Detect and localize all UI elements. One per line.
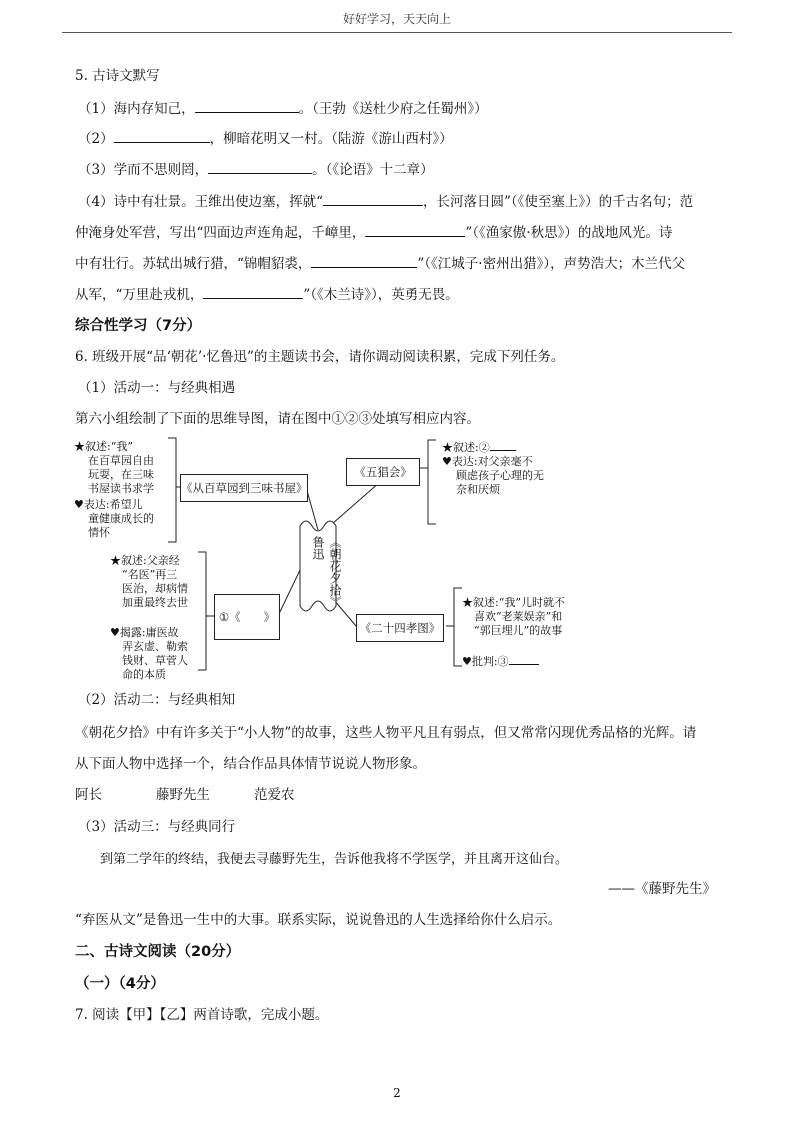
answer-blank-3[interactable] [509,654,539,665]
quote-source: ——《藤野先生》 [608,881,716,897]
q5-line2-a: （2） [78,131,114,147]
q5-line1-a: （1）海内存知己， [78,101,195,117]
note-b3-8: 命的本质 [122,668,166,681]
answer-blank-2[interactable] [490,440,516,451]
q7-intro: 7. 阅读【甲】【乙】两首诗歌，完成小题。 [75,1007,329,1023]
note-b4-4 [462,654,539,669]
note-b4-3: “郭巨埋儿”的故事 [474,624,563,637]
q6-activity2: （2）活动二：与经典相知 [78,692,236,708]
page-header: 好好学习，天天向上 [342,12,451,26]
q5-line7-a: 从军，“万里赴戎机， [75,287,204,303]
q5-line2-b: ，柳暗花明又一村。（陆游《游山西村》） [209,131,453,147]
q6-activity2-line2: 从下面人物中选择一个，结合作品具体情节说说人物形象。 [75,756,426,772]
branch-box-wuchanghui: 《五猖会》 [346,458,420,486]
page-number: 2 [393,1086,401,1100]
answer-blank[interactable] [311,253,417,268]
note-b4-4-text: ♥批判:③ [462,655,509,668]
q6-intro: 6. 班级开展“品‘朝花’·忆鲁迅”的主题读书会，请你调动阅读积累，完成下列任务。 [75,349,565,365]
part2-subheading: （一）（4分） [75,976,165,992]
q5-line5 [75,222,672,243]
note-b2-3: 顾虑孩子心理的无 [456,469,544,482]
q5-line1 [78,98,488,119]
q5-line6-b: ”（《江城子·密州出猎》），声势浩大；木兰代父 [417,256,686,272]
answer-blank[interactable] [365,222,465,237]
note-b1-6: 童健康成长的 [88,512,154,525]
q5-line5-b: ”（《渔家傲·秋思》）的战地风光。诗 [465,225,673,241]
q5-line7-b: ”（《木兰诗》），英勇无畏。 [303,287,459,303]
note-b3-5: ♥揭露:庸医故 [110,626,179,639]
answer-blank[interactable] [195,98,299,113]
note-b3-1: ★叙述:父亲经 [110,554,180,567]
q5-title: 5. 古诗文默写 [75,68,160,84]
q6-activity1: （1）活动一：与经典相遇 [78,380,236,396]
q5-line3-b: 。（《论语》十二章） [312,162,434,178]
answer-blank[interactable] [114,128,210,143]
q5-line4 [78,191,693,212]
q5-line5-a: 仲淹身处军营，写出“四面边声连角起，千嶂里， [75,225,366,241]
note-b1-2: 在百草园自由 [88,454,154,467]
note-b2-4: 奈和厌烦 [456,483,500,496]
branch-box-blank-1[interactable]: ①《 》 [214,594,280,640]
q6-activity1-desc: 第六小组绘制了下面的思维导图，请在图中①②③处填写相应内容。 [75,411,480,427]
q5-line3-a: （3）学而不思则罔， [78,162,209,178]
q5-line1-b: 。（王勃《送杜少府之任蜀州》） [298,101,488,117]
note-b2-2: ♥表达:对父亲毫不 [442,455,533,468]
quote-text: 到第二学年的终结，我便去寻藤野先生，告诉他我将不学医学，并且离开这仙台。 [100,852,569,867]
q5-line6-a: 中有壮行。苏轼出城行猎，“锦帽貂裘， [75,256,312,272]
answer-blank[interactable] [208,159,312,174]
note-b3-2: “名医”再三 [122,568,178,581]
note-b3-6: 弄玄虚、勒索 [122,640,188,653]
q5-line4-a: （4）诗中有壮景。王维出使边塞，挥就“ [78,194,323,210]
q5-line6 [75,253,685,274]
section-heading: 综合性学习（7分） [75,318,202,334]
part2-heading: 二、古诗文阅读（20分） [75,944,241,960]
note-b3-3: 医治，却病情 [122,582,188,595]
note-b1-5: ♥表达:希望儿 [74,498,143,511]
q5-line7 [75,284,459,305]
q6-activity3: （3）活动三：与经典同行 [78,819,236,835]
note-b1-4: 书屋读书求学 [88,482,154,495]
choice-achang[interactable]: 阿长 [75,787,102,803]
note-b4-2: 喜欢“老莱娱亲”和 [474,610,563,623]
note-b1-7: 情怀 [88,526,110,539]
q6-activity3-question: “弃医从文”是鲁迅一生中的大事。联系实际，说说鲁迅的人生选择给你什么启示。 [75,912,562,928]
branch-box-baicaoyuan: 《从百草园到三味书屋》 [180,474,308,502]
character-choices [75,785,295,805]
q5-line2 [78,128,453,149]
note-b1-3: 玩耍，在三味 [88,468,154,481]
note-b2-1-text: ★叙述:② [442,441,490,454]
q5-line4-b: ，长河落日圆”（《使至塞上》）的千古名句；范 [423,194,694,210]
header-divider [62,32,732,33]
note-b3-7: 钱财、草菅人 [122,654,188,667]
mind-map-center: 《朝花夕拾》鲁迅 [311,536,342,608]
note-b2-1 [442,440,516,455]
note-b1-1: ★叙述:“我” [74,440,133,453]
choice-tengye[interactable]: 藤野先生 [156,787,210,803]
q5-line3 [78,159,434,180]
choice-fanainong[interactable]: 范爱农 [254,787,295,803]
note-b3-4: 加重最终去世 [122,596,188,609]
branch-box-ershisi: 《二十四孝图》 [356,614,444,642]
answer-blank[interactable] [323,191,423,206]
q6-activity2-line1: 《朝花夕拾》中有许多关于“小人物”的故事，这些人物平凡且有弱点，但又常常闪现优秀品格的光辉。请 [75,725,697,741]
note-b4-1: ★叙述:“我”儿时就不 [462,596,565,609]
answer-blank[interactable] [203,284,303,299]
